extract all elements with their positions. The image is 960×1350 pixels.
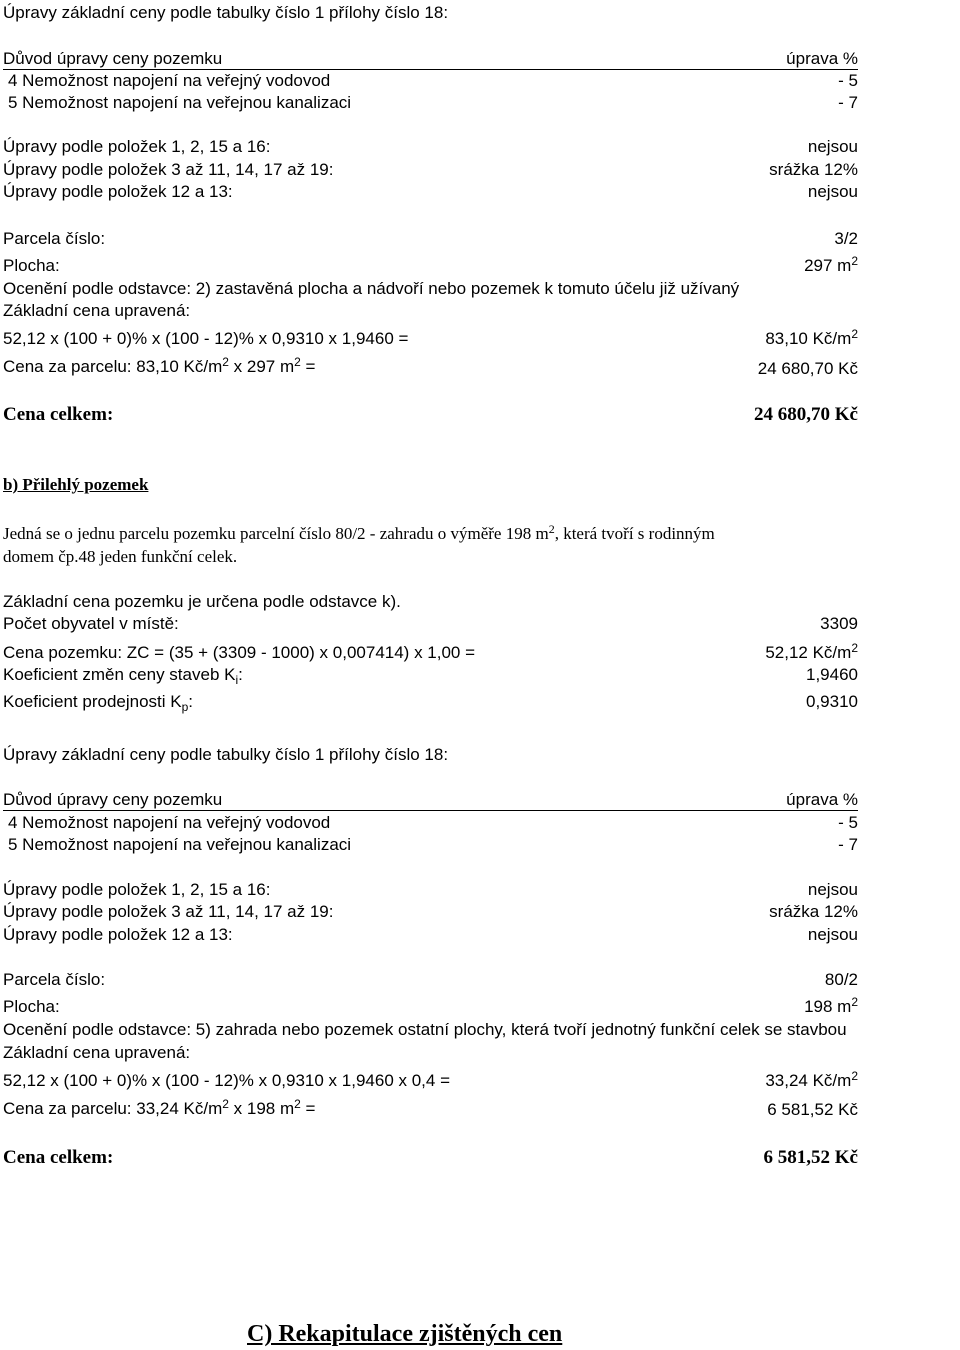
parcel-label: Parcela číslo: bbox=[3, 970, 106, 989]
adjustment-item-value: nejsou bbox=[807, 137, 858, 156]
adjustment-item-label: Úpravy podle položek 3 až 11, 14, 17 až 19: bbox=[3, 902, 334, 921]
area-label: Plocha: bbox=[3, 256, 60, 275]
price-formula-result: 33,24 $Kč/m^2$ bbox=[765, 1069, 858, 1090]
base-price-note: Základní cena pozemku je určena podle odstavce k). bbox=[3, 592, 401, 611]
valuation-clause: Ocenění podle odstavce: 5) zahrada nebo pozemek ostatní plochy, která tvoří jednotný funkční celek se stavbou bbox=[3, 1020, 847, 1039]
adjustment-item-label: Úpravy podle položek 12 a 13: bbox=[3, 925, 233, 944]
adjustment-item-value: srážka 12% bbox=[769, 902, 858, 921]
base-price-adjusted-label: Základní cena upravená: bbox=[3, 1043, 191, 1062]
area-value: 297 $m^2$ bbox=[804, 254, 858, 275]
table-row-value: - 7 bbox=[838, 93, 858, 112]
adjustment-item-label: Úpravy podle položek 12 a 13: bbox=[3, 182, 233, 201]
adjustments-heading: Úpravy základní ceny podle tabulky číslo 1 přílohy číslo 18: bbox=[3, 3, 449, 22]
table-row-value: - 5 bbox=[838, 71, 858, 90]
table-row-value: - 5 bbox=[838, 813, 858, 832]
table-header-reason: Důvod úpravy ceny pozemku bbox=[3, 790, 223, 809]
adjustment-item-label: Úpravy podle položek 1, 2, 15 a 16: bbox=[3, 880, 271, 899]
coefficient-kp-value: 0,9310 bbox=[806, 692, 858, 711]
table-row-value: - 7 bbox=[838, 835, 858, 854]
adjustment-item-value: nejsou bbox=[807, 182, 858, 201]
price-formula: 52,12 x (100 + 0)% x (100 - 12)% x 0,9310 x 1,9460 = bbox=[3, 329, 409, 348]
base-price-adjusted-label: Základní cena upravená: bbox=[3, 301, 191, 320]
area-label: Plocha: bbox=[3, 997, 60, 1016]
adjustment-item-value: nejsou bbox=[807, 925, 858, 944]
parcel-label: Parcela číslo: bbox=[3, 229, 106, 248]
table-header-adjustment: úprava % bbox=[786, 49, 858, 68]
parcel-value: 3/2 bbox=[834, 229, 858, 248]
table-row-label: 5 Nemožnost napojení na veřejnou kanalizaci bbox=[8, 835, 352, 854]
adjustment-item-label: Úpravy podle položek 1, 2, 15 a 16: bbox=[3, 137, 271, 156]
parcel-price-calculation: Cena za parcelu: 83,10 $Kč/m^2$ x 297 $m^2$ = bbox=[3, 355, 316, 376]
area-value: 198 $m^2$ bbox=[804, 995, 858, 1016]
total-label: Cena celkem: bbox=[3, 1147, 114, 1168]
adjustment-item-label: Úpravy podle položek 3 až 11, 14, 17 až 19: bbox=[3, 160, 334, 179]
population-value: 3309 bbox=[820, 614, 858, 633]
adjustment-item-value: srážka 12% bbox=[769, 160, 858, 179]
parcel-price-calculation: Cena za parcelu: 33,24 $Kč/m^2$ x 198 $m^2$ = bbox=[3, 1097, 316, 1118]
parcel-price-value: 24 680,70 Kč bbox=[757, 359, 858, 378]
section-b-description-cont: domem čp.48 jeden funkční celek. bbox=[3, 547, 238, 566]
table-row-label: 5 Nemožnost napojení na veřejnou kanalizaci bbox=[8, 93, 352, 112]
total-value: 24 680,70 Kč bbox=[754, 404, 858, 425]
total-value: 6 581,52 Kč bbox=[763, 1147, 858, 1168]
table-row-label: 4 Nemožnost napojení na veřejný vodovod bbox=[8, 813, 331, 832]
price-formula-result: 83,10 $Kč/m^2$ bbox=[765, 327, 858, 348]
table-row-label: 4 Nemožnost napojení na veřejný vodovod bbox=[8, 71, 331, 90]
coefficient-ki-label: Koeficient změn ceny staveb $K_i$: bbox=[3, 665, 243, 687]
section-b-description: Jedná se o jednu parcelu pozemku parcelní číslo 80/2 - zahradu o výměře 198 $m^2$, která tvoří s rodinným bbox=[3, 522, 715, 543]
land-price-value: 52,12 $Kč/m^2$ bbox=[765, 641, 858, 662]
coefficient-ki-value: 1,9460 bbox=[806, 665, 858, 684]
price-formula: 52,12 x (100 + 0)% x (100 - 12)% x 0,9310 x 1,9460 x 0,4 = bbox=[3, 1071, 450, 1090]
total-label: Cena celkem: bbox=[3, 404, 114, 425]
land-price-formula: Cena pozemku: ZC = (35 + (3309 - 1000) x 0,007414) x 1,00 = bbox=[3, 643, 476, 662]
adjustment-item-value: nejsou bbox=[807, 880, 858, 899]
coefficient-kp-label: Koeficient prodejnosti $K_p$: bbox=[3, 692, 194, 714]
valuation-clause: Ocenění podle odstavce: 2) zastavěná plocha a nádvoří nebo pozemek k tomuto účelu již užívaný bbox=[3, 279, 740, 298]
parcel-price-value: 6 581,52 Kč bbox=[767, 1100, 858, 1119]
parcel-value: 80/2 bbox=[824, 970, 858, 989]
section-c-title: C) Rekapitulace zjištěných cen bbox=[247, 1321, 563, 1347]
table-header-reason: Důvod úpravy ceny pozemku bbox=[3, 49, 223, 68]
table-header-adjustment: úprava % bbox=[786, 790, 858, 809]
population-label: Počet obyvatel v místě: bbox=[3, 614, 179, 633]
adjustments-heading: Úpravy základní ceny podle tabulky číslo 1 přílohy číslo 18: bbox=[3, 745, 449, 764]
section-b-title: b) Přilehlý pozemek bbox=[3, 475, 149, 494]
